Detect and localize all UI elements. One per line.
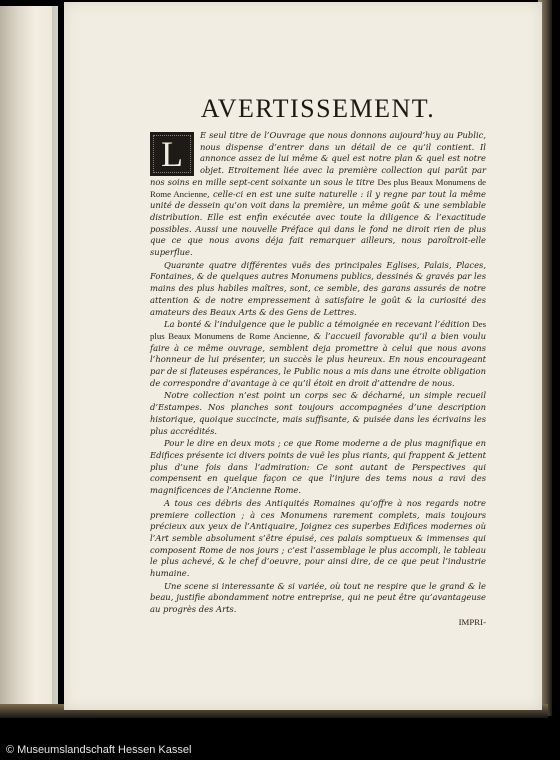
paragraph <box>150 319 486 389</box>
paragraph-text: Notre collection n’est point un corps sec & décharné, un simple recueil d’Estampes. Nos planches sont toujours accompagnées d’une description historique, quoique succincte, mais suffisante, & puisée dans les écrivains les plus accrédités. <box>150 390 486 436</box>
decorated-initial <box>150 132 194 176</box>
footer-bar <box>0 740 560 760</box>
initial-letter: L <box>161 134 183 174</box>
paragraphs <box>150 130 486 616</box>
paragraph-text: Une scene si interessante & si variée, où tout ne respire que le grand & le beau, justifie abondamment notre entreprise, qui ne peut être qu’avantageuse au progrès des Arts. <box>150 580 486 615</box>
book-title-reference: Des plus Beaux Monumens de Rome Ancienne <box>150 176 486 199</box>
previous-pages-edge <box>0 6 58 710</box>
page-title: AVERTISSEMENT. <box>200 94 436 123</box>
paragraph-text: Pour le dire en deux mots ; ce que Rome moderne a de plus magnifique en Edifices présente ici divers points de vuë les plus riants, qui frappent & jettent plus d’une fois dans l’admiration: Ce sont autant de Perspectives qui compensent en quelque façon ce que l’injure des tems nous a ravi des magnificences de l’Ancienne Rome. <box>150 438 486 496</box>
paragraph-text: E seul titre de l’Ouvrage que nous donnons aujourd’huy au Public, nous dispense d’entrer dans un détail de ce qu’il contient. Il annonce assez de lui même & quel est notre plan & quel est notre objet. Etroitement liée avec la première collection qui parût par nos soins en mille sept-cent soixante un sous le titre <box>150 130 486 187</box>
paragraph <box>150 581 486 616</box>
paragraph-text: La bonté & l’indulgence que le public a témoignée en recevant l’édition <box>164 319 473 330</box>
book-title-reference: Des plus Beaux Monumens de Rome Ancienne <box>150 319 486 341</box>
paragraph <box>150 130 486 259</box>
page-text <box>150 94 486 629</box>
paragraph-text: Quarante quatre différentes vuës des principales Eglises, Palais, Places, Fontaines, & de quelques autres Monumens publics, dessinés & gravés par les mains des plus habiles maîtres, sont, ce semble, des garans assurés de notre attention & de notre empressement à satisfaire le goût & la curiosité des amateurs des Beaux Arts & des Gens de Lettres. <box>150 259 486 317</box>
paragraph-text: , & l’accueil favorable qu’il a bien voulu faire à ce même ouvrage, semblent deja promettre à celui que nous avons l’honneur de lui présenter, un succès le plus heureux. En nous encourageant par de si flateuses espérances, le Public nous a mis dans une étroite obligation de correspondre d’avantage à ce qu’il étoit en droit d’attendre de nous. <box>150 330 486 388</box>
paragraph <box>150 390 486 437</box>
copyright-credit: © Museumslandschaft Hessen Kassel <box>6 744 192 756</box>
paragraph <box>150 260 486 319</box>
paragraph-text: , celle-ci en est une suite naturelle : il y regne par tout la même unité de dessein qu’on voit dans la première, un même goût & une semblable distribution. Elle est enfin exécutée avec toute la diligence & l’exactitude possibles. Aussi une nouvelle Préface qui dans le fond ne diroit rien de plus que ce que nous avons déja fait remarquer ailleurs, nous paroîtroit-elle superflue. <box>150 188 486 258</box>
catchword: IMPRI- <box>458 616 486 627</box>
paragraph <box>150 438 486 497</box>
paragraph <box>150 498 486 580</box>
paragraph-text: A tous ces débris des Antiquités Romaines qu’offre à nos regards notre premiere collection ; à ces Monumens rarement complets, mais toujours précieux aux yeux de l’Antiquaire, Joignez ces superbes Edifices modernes où l’Art semble absolument s’être épuisé, ces palais somptueux & immenses qui composent Rome de nos jours ; c’est l’assemblage le plus accompli, le tableau le plus achevé, & le chef d’oeuvre, pour ainsi dire, de ce que peut l’industrie humaine. <box>150 497 486 579</box>
